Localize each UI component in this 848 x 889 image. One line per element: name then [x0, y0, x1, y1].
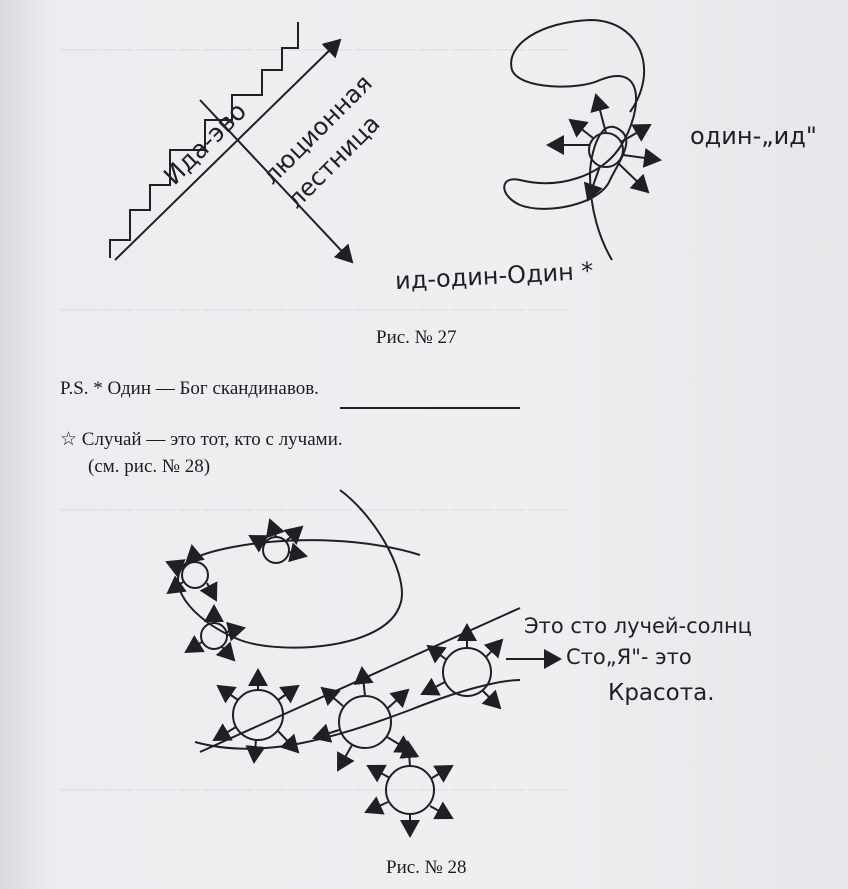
sun-label-line-2: Сто„Я"- это: [566, 645, 692, 669]
sun-label-line-1: Это сто лучей-солнц: [524, 614, 752, 638]
sun-label-line-3: Красота.: [608, 680, 715, 706]
sun-bottom: [386, 766, 434, 814]
spiral-side-label: один-„ид": [690, 122, 817, 150]
spiral-bottom-label: ид-один-Один *: [394, 256, 595, 296]
bleed-through: ──── ─── ──── ── ───── ─── ──── ── ────── ─── ──── ─── ────: [60, 303, 569, 318]
figure-28-caption: Рис. № 28: [386, 857, 467, 878]
sun-right: [443, 648, 491, 696]
sun-left: [233, 690, 283, 740]
bleed-through: ──── ─── ──── ── ───── ─── ──── ── ────── ─── ──── ─── ────: [60, 783, 569, 798]
footnote: P.S. * Один — Бог скандинавов.: [60, 378, 319, 399]
bleed-through: ──── ─── ──── ── ───── ─── ──── ── ────── ─── ──── ─── ────: [60, 43, 569, 58]
lower-curve: [195, 680, 520, 749]
sun-center: [339, 696, 391, 748]
staircase-label-left: Ида-эво: [158, 96, 253, 191]
note-line-2: (см. рис. № 28): [88, 456, 211, 477]
figure-27-caption: Рис. № 27: [376, 327, 457, 348]
straight-ray: [200, 608, 520, 752]
bleed-through: ──── ─── ──── ── ───── ─── ──── ── ────── ─── ──── ─── ────: [60, 503, 569, 518]
staircase-label-right: люционная лестница: [257, 69, 386, 214]
divider-rule: [340, 407, 520, 409]
note-line-1: ☆ Случай — это тот, кто с лучами.: [60, 429, 343, 450]
